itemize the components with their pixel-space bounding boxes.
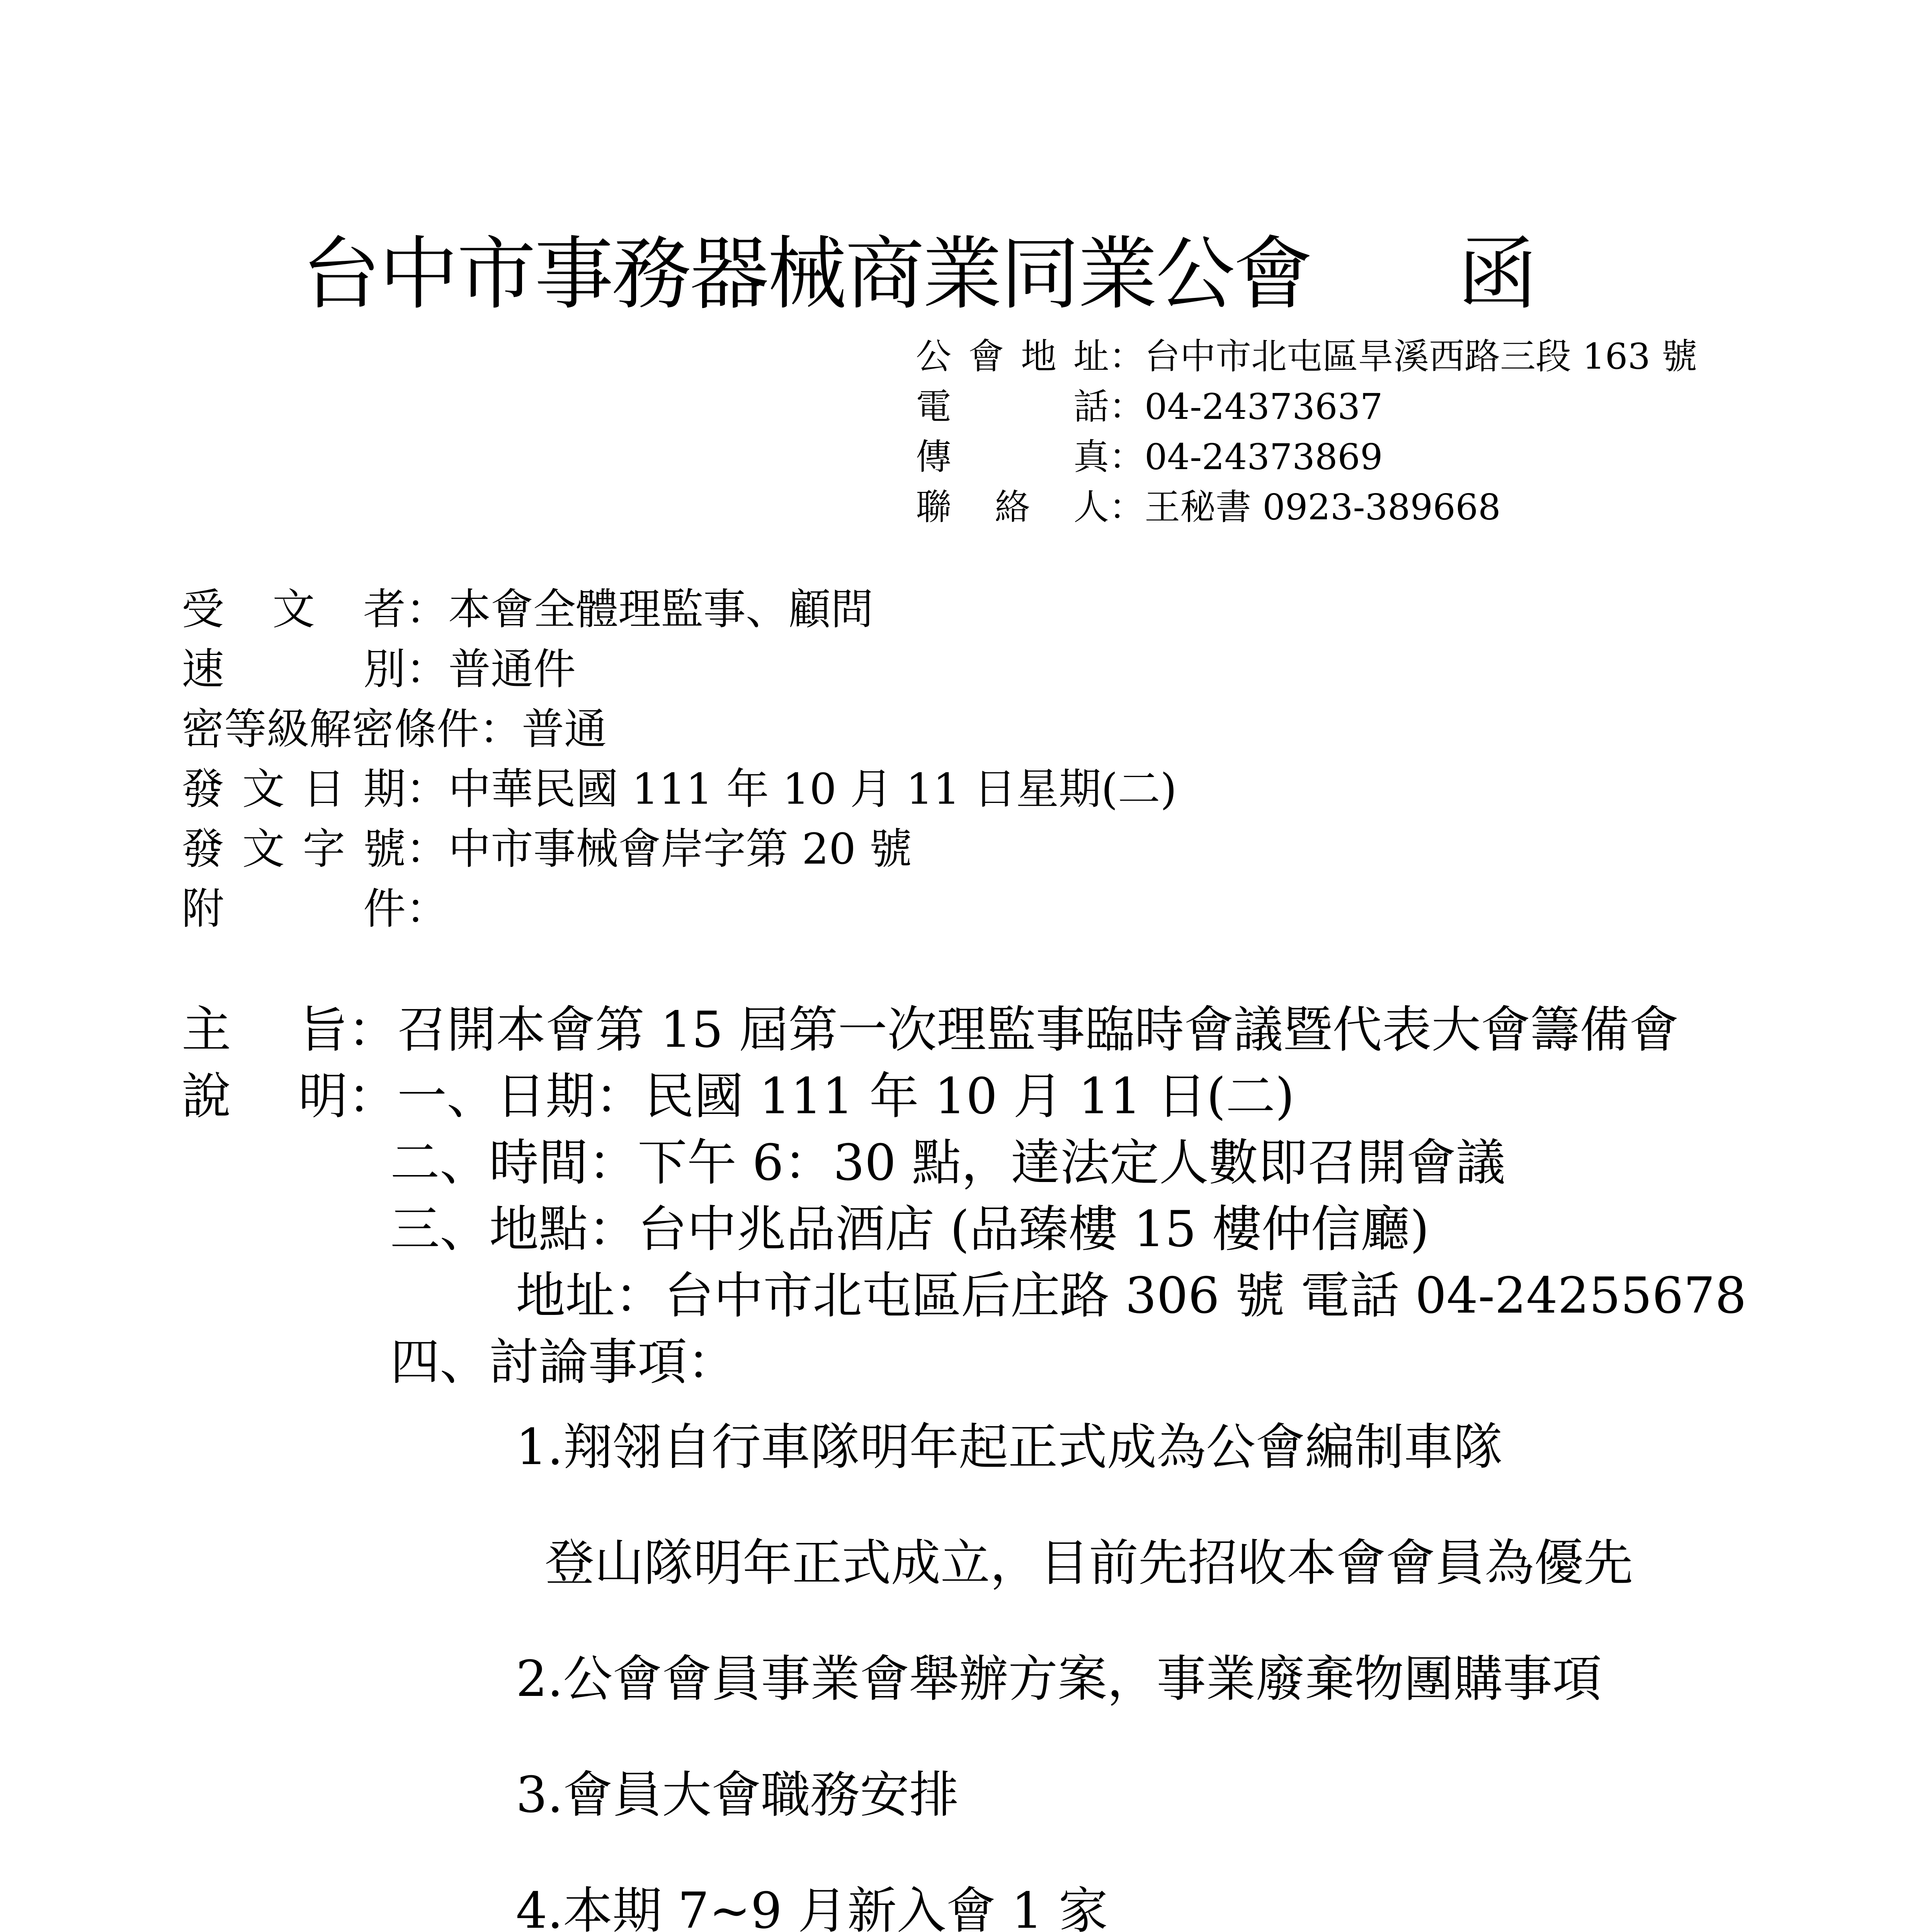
topic-1: 1.翔翎自行車隊明年起正式成為公會編制車隊	[516, 1418, 1503, 1476]
topic-4: 4.本期 7~9 月新入會 1 家	[516, 1882, 1108, 1932]
explain-item-1: 一、日期：民國 111 年 10 月 11 日(二)	[397, 1068, 1295, 1125]
recipient-value: 本會全體理監事、顧問	[448, 585, 873, 634]
phone-value: 04-24373637	[1145, 386, 1383, 427]
subject-value: 召開本會第 15 屆第一次理監事臨時會議暨代表大會籌備會	[397, 1001, 1679, 1059]
number-value: 中市事械會岸字第 20 號	[448, 824, 912, 874]
attachment-row: 附 件：	[182, 879, 1177, 939]
recipient-label: 受 文 者	[182, 585, 406, 634]
date-value: 中華民國 111 年 10 月 11 日星期(二)	[448, 764, 1177, 814]
document-type: 函	[1458, 228, 1536, 320]
address-label: 公會地址	[916, 336, 1109, 377]
document-body	[182, 997, 1747, 1396]
date-label: 發文日期	[182, 764, 406, 814]
number-row: 發文字號：中市事械會岸字第 20 號	[182, 819, 1177, 879]
phone-label: 電 話	[916, 386, 1109, 427]
number-label: 發文字號	[182, 824, 406, 874]
fax-label: 傳 真	[916, 436, 1109, 478]
contact-fax: 傳 真：04-24373869	[916, 432, 1697, 482]
secrecy-label: 密等級解密條件	[182, 704, 479, 754]
contact-phone: 電 話：04-24373637	[916, 382, 1697, 432]
subject-row: 主 旨：召開本會第 15 屆第一次理監事臨時會議暨代表大會籌備會	[182, 997, 1747, 1063]
person-value: 王秘書 0923-389668	[1145, 486, 1501, 528]
topic-3: 3.會員大會職務安排	[516, 1766, 959, 1824]
explain-item-4: 四、討論事項：	[390, 1333, 737, 1391]
speed-value: 普通件	[448, 645, 576, 694]
explain-item-3: 三、地點：台中兆品酒店 (品臻樓 15 樓仲信廳)	[390, 1201, 1429, 1258]
speed-label: 速 別	[182, 645, 406, 694]
contact-block	[916, 332, 1697, 532]
explain-item-2: 二、時間：下午 6：30 點，達法定人數即召開會議	[390, 1134, 1505, 1192]
letterhead-title	[301, 228, 1536, 321]
fax-value: 04-24373869	[1145, 436, 1383, 478]
organization-name: 台中市事務器械商業同業公會	[301, 228, 1311, 320]
topic-2: 2.公會會員事業會舉辦方案，事業廢棄物團購事項	[516, 1650, 1602, 1708]
contact-person: 聯 絡 人：王秘書 0923-389668	[916, 482, 1697, 532]
explain-item-3-address: 地址：台中市北屯區后庄路 306 號 電話 04-24255678	[516, 1267, 1747, 1325]
attachment-label: 附 件	[182, 884, 406, 934]
subject-label: 主 旨	[182, 1001, 348, 1059]
address-value: 台中市北屯區旱溪西路三段 163 號	[1145, 336, 1698, 377]
contact-address: 公會地址：台中市北屯區旱溪西路三段 163 號	[916, 332, 1697, 382]
explain-row: 說 明：一、日期：民國 111 年 10 月 11 日(二)	[182, 1063, 1747, 1130]
date-row: 發文日期：中華民國 111 年 10 月 11 日星期(二)	[182, 759, 1177, 819]
recipient-row: 受 文 者：本會全體理監事、顧問	[182, 580, 1177, 639]
secrecy-row: 密等級解密條件：普通	[182, 699, 1177, 759]
person-label: 聯 絡 人	[916, 486, 1109, 528]
topic-1b: 登山隊明年正式成立，目前先招收本會會員為優先	[545, 1534, 1633, 1592]
explain-label: 說 明	[182, 1068, 348, 1125]
speed-row: 速 別：普通件	[182, 639, 1177, 699]
document-header	[182, 580, 1177, 939]
secrecy-value: 普通	[522, 704, 607, 754]
